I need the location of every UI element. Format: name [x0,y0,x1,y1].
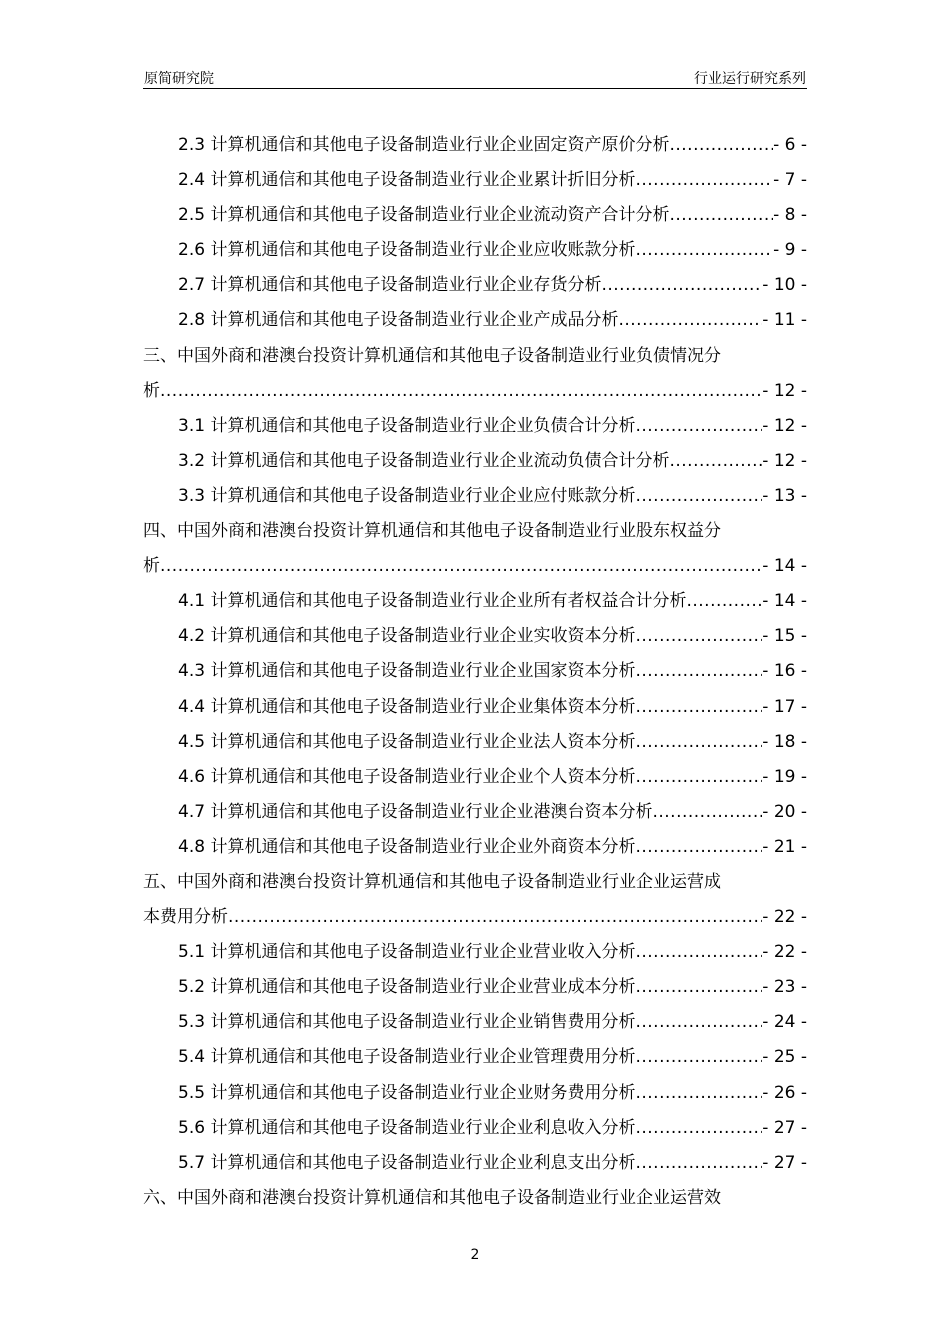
toc-subentry[interactable] [143,1040,807,1075]
toc-page-number: - 18 - [762,731,807,752]
toc-entry-title: 3.2 计算机通信和其他电子设备制造业行业企业流动负债合计分析 [178,450,670,471]
toc-subentry[interactable] [143,198,807,233]
toc-entry-title: 本费用分析 [143,907,228,928]
toc-subentry[interactable] [143,444,807,479]
toc-subentry[interactable] [143,584,807,619]
toc-subentry[interactable] [143,619,807,654]
toc-subentry[interactable] [143,163,807,198]
toc-page-number: - 21 - [762,836,807,857]
page-number: 2 [470,1247,480,1263]
toc-dot-leader [635,760,762,795]
toc-subentry[interactable] [143,303,807,338]
toc-subentry[interactable] [143,1005,807,1040]
toc-entry-title: 4.1 计算机通信和其他电子设备制造业行业企业所有者权益合计分析 [178,591,687,612]
toc-dot-leader [160,374,762,409]
toc-dot-leader [635,619,762,654]
header-org-name: 原简研究院 [144,71,214,87]
toc-entry[interactable] [143,339,807,374]
toc-subentry[interactable] [143,654,807,689]
toc-dot-leader [228,900,762,935]
toc-page-number: - 11 - [762,310,807,331]
toc-entry-title: 4.7 计算机通信和其他电子设备制造业行业企业港澳台资本分析 [178,801,653,822]
toc-subentry[interactable] [143,830,807,865]
toc-dot-leader [669,444,762,479]
toc-entry[interactable] [143,549,807,584]
toc-page-number: - 10 - [762,275,807,296]
toc-dot-leader [635,654,762,689]
toc-entry-title: 4.4 计算机通信和其他电子设备制造业行业企业集体资本分析 [178,696,636,717]
toc-entry-title: 5.3 计算机通信和其他电子设备制造业行业企业销售费用分析 [178,1012,636,1033]
toc-page-number: - 12 - [762,450,807,471]
toc-entry-title: 5.4 计算机通信和其他电子设备制造业行业企业管理费用分析 [178,1047,636,1068]
toc-entry-title: 3.1 计算机通信和其他电子设备制造业行业企业负债合计分析 [178,415,636,436]
toc-dot-leader [652,795,762,830]
toc-page-number: - 9 - [773,240,807,261]
toc-subentry[interactable] [143,479,807,514]
toc-entry-title: 2.5 计算机通信和其他电子设备制造业行业企业流动资产合计分析 [178,205,670,226]
toc-page-number: - 15 - [762,626,807,647]
toc-entry-title: 4.5 计算机通信和其他电子设备制造业行业企业法人资本分析 [178,731,636,752]
toc-dot-leader [618,303,762,338]
toc-dot-leader [635,1146,762,1181]
toc-page-number: - 12 - [762,415,807,436]
toc-entry-title: 五、中国外商和港澳台投资计算机通信和其他电子设备制造业行业企业运营成 [143,871,721,892]
toc-entry-title: 析 [143,380,160,401]
toc-subentry[interactable] [143,1076,807,1111]
toc-entry[interactable] [143,1181,807,1216]
toc-entry-title: 六、中国外商和港澳台投资计算机通信和其他电子设备制造业行业企业运营效 [143,1187,721,1208]
toc-dot-leader [669,128,773,163]
toc-page-number: - 25 - [762,1047,807,1068]
toc-subentry[interactable] [143,409,807,444]
toc-page-number: - 17 - [762,696,807,717]
toc-page-number: - 27 - [762,1117,807,1138]
toc-entry-title: 5.2 计算机通信和其他电子设备制造业行业企业营业成本分析 [178,977,636,998]
toc-dot-leader [635,935,762,970]
toc-entry[interactable] [143,865,807,900]
toc-entry-title: 四、中国外商和港澳台投资计算机通信和其他电子设备制造业行业股东权益分 [143,521,721,542]
toc-dot-leader [635,163,773,198]
toc-entry[interactable] [143,374,807,409]
page-header [143,66,807,89]
toc-dot-leader [635,1040,762,1075]
toc-entry-title: 2.6 计算机通信和其他电子设备制造业行业企业应收账款分析 [178,240,636,261]
toc-subentry[interactable] [143,725,807,760]
toc-dot-leader [635,233,773,268]
toc-entry-title: 5.7 计算机通信和其他电子设备制造业行业企业利息支出分析 [178,1152,636,1173]
toc-dot-leader [635,479,762,514]
toc-dot-leader [635,1111,762,1146]
toc-page-number: - 27 - [762,1152,807,1173]
toc-entry-title: 2.3 计算机通信和其他电子设备制造业行业企业固定资产原价分析 [178,135,670,155]
toc-entry-title: 5.1 计算机通信和其他电子设备制造业行业企业营业收入分析 [178,942,636,963]
toc-entry-title: 2.7 计算机通信和其他电子设备制造业行业企业存货分析 [178,275,602,296]
toc-entry-title: 4.3 计算机通信和其他电子设备制造业行业企业国家资本分析 [178,661,636,682]
toc-entry-title: 4.6 计算机通信和其他电子设备制造业行业企业个人资本分析 [178,766,636,787]
toc-page-number: - 14 - [762,556,807,577]
toc-entry-title: 4.8 计算机通信和其他电子设备制造业行业企业外商资本分析 [178,836,636,857]
toc-page-number: - 14 - [762,591,807,612]
toc-subentry[interactable] [143,268,807,303]
table-of-contents [143,128,807,1216]
toc-dot-leader [601,268,762,303]
toc-page-number: - 7 - [773,170,807,191]
toc-page-number: - 26 - [762,1082,807,1103]
toc-dot-leader [635,970,762,1005]
toc-entry[interactable] [143,900,807,935]
toc-subentry[interactable] [143,760,807,795]
toc-subentry[interactable] [143,233,807,268]
toc-page-number: - 8 - [773,205,807,226]
toc-page-number: - 22 - [762,942,807,963]
toc-dot-leader [686,584,762,619]
toc-page-number: - 23 - [762,977,807,998]
toc-page-number: - 12 - [762,380,807,401]
toc-dot-leader [635,1076,762,1111]
toc-page-number: - 20 - [762,801,807,822]
toc-entry[interactable] [143,514,807,549]
toc-page-number: - 13 - [762,485,807,506]
toc-page-number: - 22 - [762,907,807,928]
toc-subentry[interactable] [143,1146,807,1181]
toc-dot-leader [635,725,762,760]
toc-page-number: - 24 - [762,1012,807,1033]
toc-subentry[interactable] [143,690,807,725]
toc-entry-title: 三、中国外商和港澳台投资计算机通信和其他电子设备制造业行业负债情况分 [143,345,721,366]
toc-subentry[interactable] [143,935,807,970]
toc-dot-leader [635,1005,762,1040]
toc-page-number: - 19 - [762,766,807,787]
toc-entry-title: 2.8 计算机通信和其他电子设备制造业行业企业产成品分析 [178,310,619,331]
toc-subentry[interactable] [143,128,807,163]
toc-subentry[interactable] [143,1111,807,1146]
toc-page-number: - 16 - [762,661,807,682]
toc-entry-title: 2.4 计算机通信和其他电子设备制造业行业企业累计折旧分析 [178,170,636,191]
toc-entry-title: 3.3 计算机通信和其他电子设备制造业行业企业应付账款分析 [178,485,636,506]
toc-page-number: - 6 - [773,135,807,155]
toc-entry-title: 5.5 计算机通信和其他电子设备制造业行业企业财务费用分析 [178,1082,636,1103]
toc-dot-leader [635,409,762,444]
toc-entry-title: 析 [143,556,160,577]
toc-dot-leader [160,549,762,584]
toc-subentry[interactable] [143,970,807,1005]
toc-entry-title: 4.2 计算机通信和其他电子设备制造业行业企业实收资本分析 [178,626,636,647]
toc-dot-leader [635,830,762,865]
header-series-title: 行业运行研究系列 [694,71,806,87]
toc-entry-title: 5.6 计算机通信和其他电子设备制造业行业企业利息收入分析 [178,1117,636,1138]
toc-dot-leader [635,690,762,725]
toc-dot-leader [669,198,773,233]
toc-subentry[interactable] [143,795,807,830]
